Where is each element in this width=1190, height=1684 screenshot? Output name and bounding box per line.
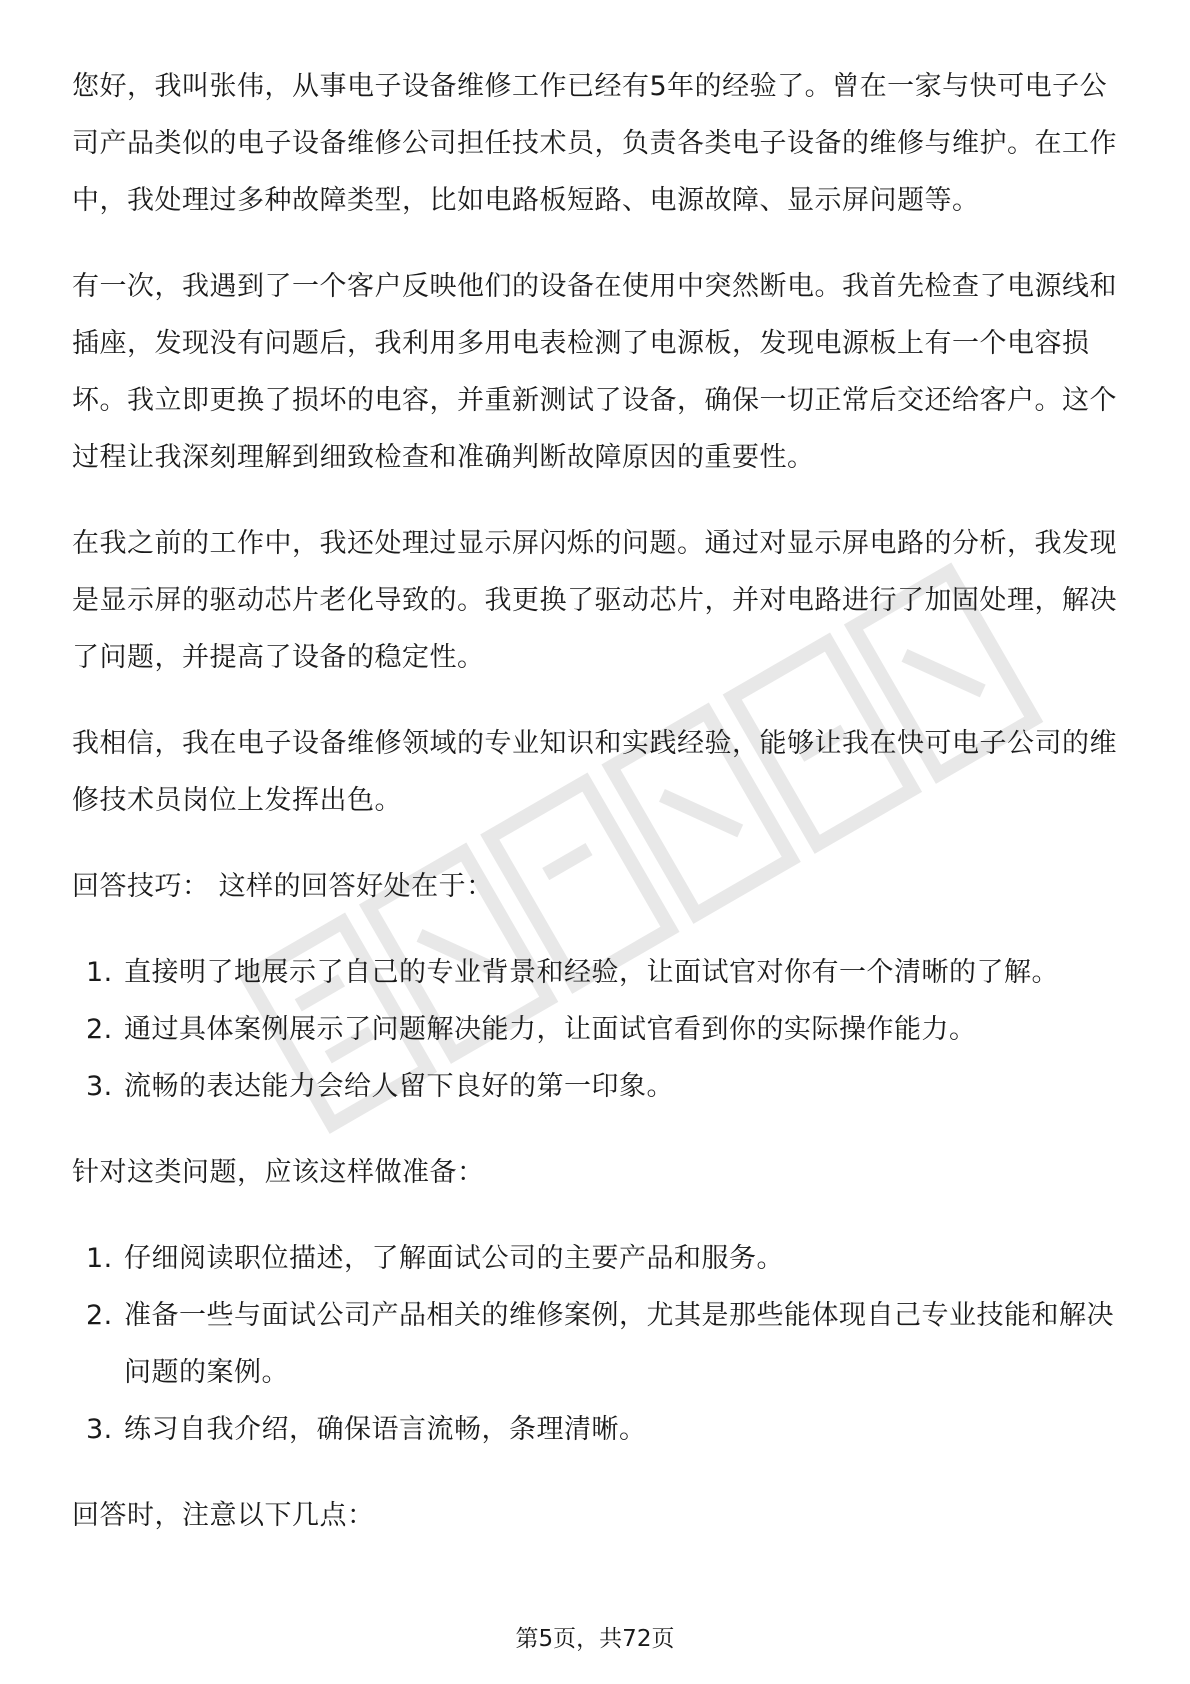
list-item: [72, 1401, 1122, 1458]
prep-heading: 针对这类问题，应该这样做准备：: [72, 1157, 485, 1188]
list-number: 1.: [86, 957, 113, 988]
intro-paragraph: 您好，我叫张伟，从事电子设备维修工作已经有5年的经验了。曾在一家与快可电子公司产品类似的电子设备维修公司担任技术员，负责各类电子设备的维修与维护。在工作中，我处理过多种故障类型，比如电路板短路、电源故障、显示屏问题等。: [72, 71, 1117, 216]
list-item: [72, 1230, 1122, 1287]
list-item: [72, 1001, 1122, 1058]
closing-paragraph: 我相信，我在电子设备维修领域的专业知识和实践经验，能够让我在快可电子公司的维修技术员岗位上发挥出色。: [72, 728, 1117, 816]
list-number: 2.: [86, 1300, 113, 1331]
case-paragraph: 有一次，我遇到了一个客户反映他们的设备在使用中突然断电。我首先检查了电源线和插座，发现没有问题后，我利用多用电表检测了电源板，发现电源板上有一个电容损坏。我立即更换了损坏的电容，并重新测试了设备，确保一切正常后交还给客户。这个过程让我深刻理解到细致检查和准确判断故障原因的重要性。: [72, 271, 1117, 473]
list-number: 3.: [86, 1071, 113, 1102]
notes-heading: 回答时，注意以下几点：: [72, 1500, 375, 1531]
list-item: [72, 1287, 1122, 1401]
list-text: 流畅的表达能力会给人留下良好的第一印象。: [124, 1071, 674, 1102]
list-item: [72, 944, 1122, 1001]
list-item: [72, 1058, 1122, 1115]
page-number: 第5页，共72页: [515, 1626, 675, 1652]
document-body: [72, 58, 1122, 1544]
list-text: 仔细阅读职位描述，了解面试公司的主要产品和服务。: [124, 1243, 784, 1274]
tips-heading: 回答技巧： 这样的回答好处在于：: [72, 871, 494, 902]
list-text: 直接明了地展示了自己的专业背景和经验，让面试官对你有一个清晰的了解。: [124, 957, 1059, 988]
list-text: 通过具体案例展示了问题解决能力，让面试官看到你的实际操作能力。: [124, 1014, 977, 1045]
list-number: 3.: [86, 1414, 113, 1445]
list-text: 准备一些与面试公司产品相关的维修案例，尤其是那些能体现自己专业技能和解决问题的案例。: [124, 1300, 1114, 1388]
prep-list: [72, 1230, 1122, 1458]
display-case-paragraph: 在我之前的工作中，我还处理过显示屏闪烁的问题。通过对显示屏电路的分析，我发现是显示屏的驱动芯片老化导致的。我更换了驱动芯片，并对电路进行了加固处理，解决了问题，并提高了设备的稳定性。: [72, 528, 1117, 673]
list-text: 练习自我介绍，确保语言流畅，条理清晰。: [124, 1414, 647, 1445]
list-number: 2.: [86, 1014, 113, 1045]
tips-list: [72, 944, 1122, 1115]
list-number: 1.: [86, 1243, 113, 1274]
